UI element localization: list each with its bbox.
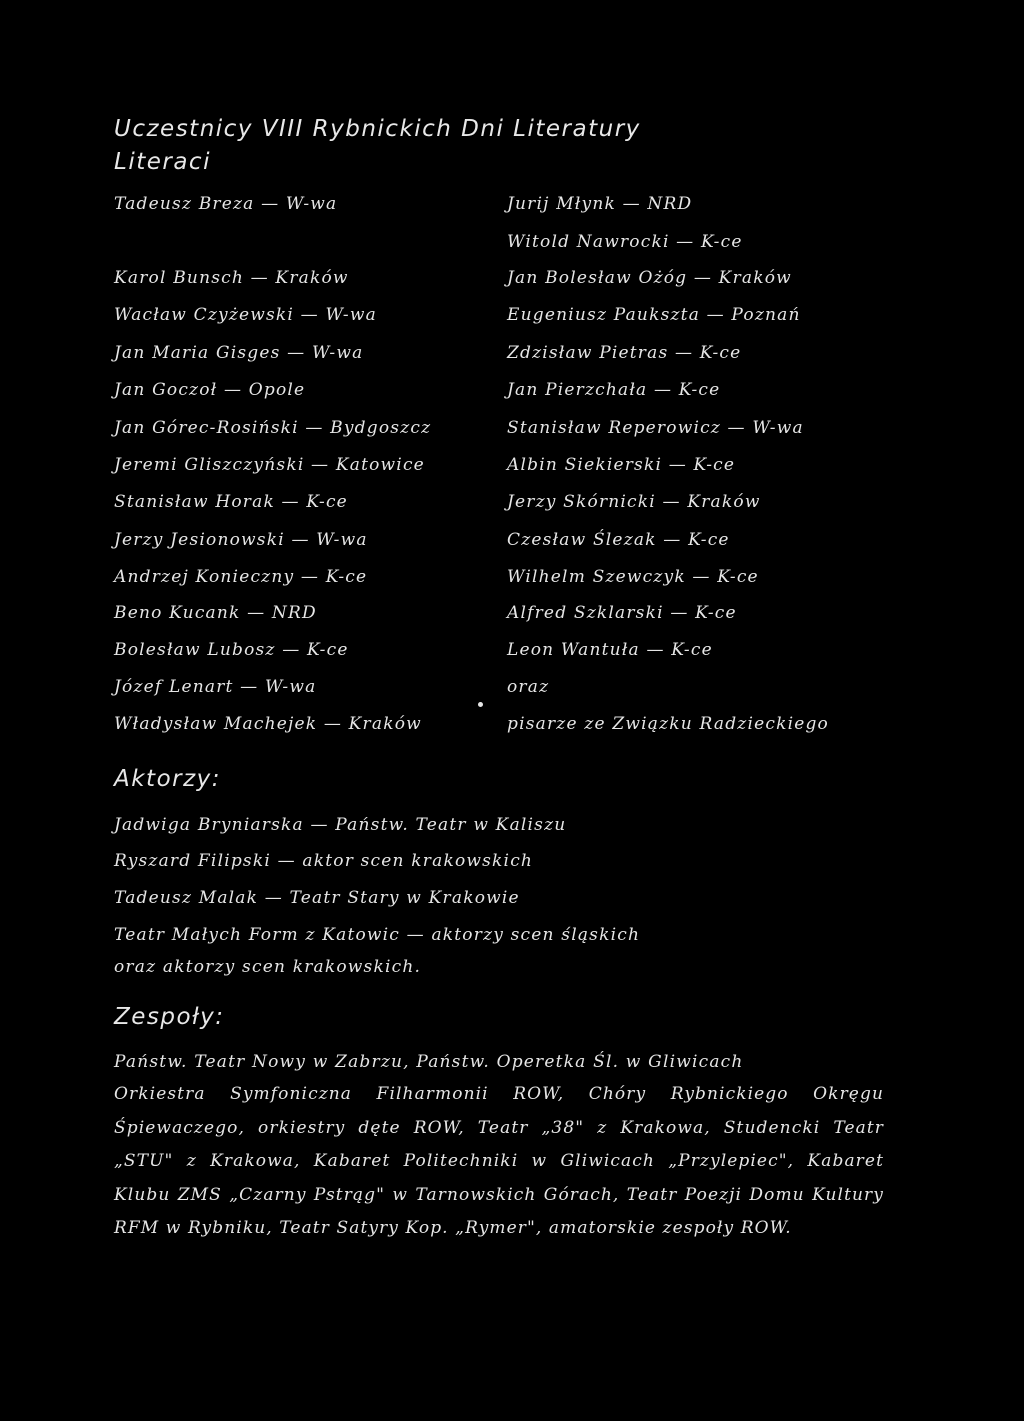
actor-entry: oraz aktorzy scen krakowskich. xyxy=(114,957,422,977)
writer-entry: Beno Kucank — NRD xyxy=(114,603,317,623)
writer-entry: Jan Goczoł — Opole xyxy=(114,380,306,400)
writer-entry: Jan Bolesław Ożóg — Kraków xyxy=(507,268,792,288)
writer-entry: Władysław Machejek — Kraków xyxy=(114,714,422,734)
writer-entry: Wilhelm Szewczyk — K-ce xyxy=(507,567,759,587)
actor-entry: Ryszard Filipski — aktor scen krakowskich xyxy=(114,851,534,871)
writer-entry-struck: Wacław Czyżewski — W-wa xyxy=(114,305,377,325)
writer-entry: Jan Maria Gisges — W-wa xyxy=(114,343,364,363)
writer-entry: Witold Nawrocki — K-ce xyxy=(507,232,743,252)
writer-entry: Stanisław Reperowicz — W-wa xyxy=(507,418,804,438)
writer-entry: Karol Bunsch — Kraków xyxy=(114,268,349,288)
writer-entry: Jerzy Jesionowski — W-wa xyxy=(114,530,368,550)
writer-entry: Zdzisław Pietras — K-ce xyxy=(507,343,742,363)
section-heading-ensembles: Zespoły: xyxy=(114,1004,225,1030)
writer-entry: Alfred Szklarski — K-ce xyxy=(507,603,737,623)
writer-entry: Jurij Młynk — NRD xyxy=(507,194,693,214)
writer-entry: Stanisław Horak — K-ce xyxy=(114,492,348,512)
writer-entry: Jan Pierzchała — K-ce xyxy=(507,380,721,400)
document-title: Uczestnicy VIII Rybnickich Dni Literatury xyxy=(114,116,641,142)
writer-entry: Andrzej Konieczny — K-ce xyxy=(114,567,368,587)
writer-entry: Jerzy Skórnicki — Kraków xyxy=(507,492,761,512)
writer-entry: Eugeniusz Paukszta — Poznań xyxy=(507,305,801,325)
writer-connector: oraz xyxy=(507,677,550,697)
writer-entry: Leon Wantuła — K-ce xyxy=(507,640,713,660)
writer-entry: Józef Lenart — W-wa xyxy=(114,677,317,697)
writer-entry: Tadeusz Breza — W-wa xyxy=(114,194,338,214)
writer-entry: Bolesław Lubosz — K-ce xyxy=(114,640,349,660)
actor-entry: Jadwiga Bryniarska — Państw. Teatr w Kaliszu xyxy=(114,815,567,835)
actor-entry: Teatr Małych Form z Katowic — aktorzy scen śląskich xyxy=(114,925,641,945)
writer-entry: Jeremi Gliszczyński — Katowice xyxy=(114,455,425,475)
ensembles-paragraph: Orkiestra Symfoniczna Filharmonii ROW, Chóry Rybnickiego Okręgu Śpiewaczego, orkiestry dęte ROW, Teatr „38" z Krakowa, Studencki Teatr „STU" z Krakowa, Kabaret Politechniki w Gliwicach „Przylepiec", Kabaret Klubu ZMS „Czarny Pstrąg" w Tarnowskich Górach, Teatr Poezji Domu Kultury RFM w Rybniku, Teatr Satyry Kop. „Rymer", amatorskie zespoły ROW. xyxy=(114,1084,884,1238)
actor-entry: Tadeusz Malak — Teatr Stary w Krakowie xyxy=(114,888,520,908)
ink-dot-mark xyxy=(478,702,483,707)
section-heading-writers: Literaci xyxy=(114,149,211,175)
section-heading-actors: Aktorzy: xyxy=(114,766,222,792)
ensembles-line: Państw. Teatr Nowy w Zabrzu, Państw. Operetka Śl. w Gliwicach xyxy=(114,1052,744,1072)
writer-entry: pisarze ze Związku Radzieckiego xyxy=(507,714,829,734)
writer-entry: Czesław Ślezak — K-ce xyxy=(507,530,730,550)
writer-entry: Albin Siekierski — K-ce xyxy=(507,455,736,475)
writer-entry: Jan Górec-Rosiński — Bydgoszcz xyxy=(114,418,432,438)
